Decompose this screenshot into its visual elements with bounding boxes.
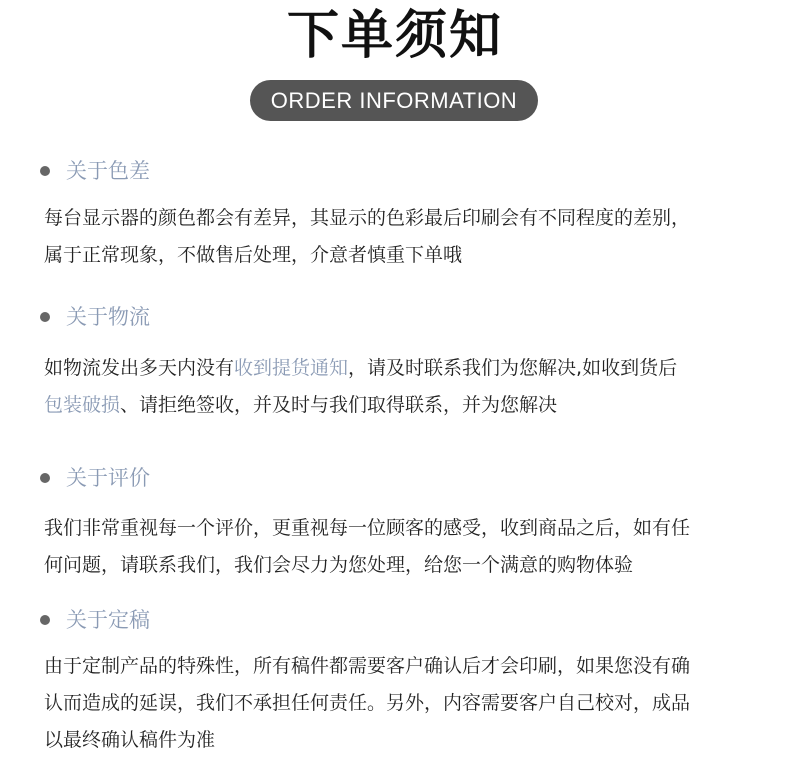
body-line [44, 350, 764, 387]
section-heading-text: 关于评价 [66, 466, 150, 490]
body-line: 由于定制产品的特殊性，所有稿件都需要客户确认后才会印刷，如果您没有确 [44, 655, 691, 677]
body-line: 属于正常现象，不做售后处理，介意者慎重下单哦 [44, 244, 463, 266]
bullet-icon [40, 473, 50, 483]
section-heading [0, 156, 400, 186]
subtitle-text: ORDER INFORMATION [270, 88, 518, 113]
page-title: 下单须知 [286, 6, 503, 66]
section-heading-text: 关于物流 [66, 305, 150, 329]
section-body [44, 648, 764, 759]
body-line: 我们非常重视每一个评价，更重视每一位顾客的感受，收到商品之后，如有任 [44, 517, 691, 539]
section-heading-text: 关于色差 [66, 159, 150, 183]
bullet-icon [40, 312, 50, 322]
body-text: 如物流发出多天内没有 [44, 357, 235, 379]
body-line: 何问题，请联系我们，我们会尽力为您处理，给您一个满意的购物体验 [44, 554, 634, 576]
body-line: 以最终确认稿件为准 [44, 729, 216, 751]
section-body [44, 200, 764, 274]
section-heading [0, 463, 400, 493]
bullet-icon [40, 166, 50, 176]
section-heading [0, 605, 400, 635]
section-heading-text: 关于定稿 [66, 608, 150, 632]
body-line [44, 387, 764, 424]
body-text: ，请及时联系我们为您解决,如收到货后 [348, 357, 678, 379]
section-body [44, 350, 764, 424]
body-line: 认而造成的延误，我们不承担任何责任。另外，内容需要客户自己校对，成品 [44, 692, 691, 714]
section-body [44, 510, 764, 584]
subtitle-badge [250, 80, 538, 121]
highlight-text: 收到提货通知 [234, 357, 349, 379]
body-line: 每台显示器的颜色都会有差异，其显示的色彩最后印刷会有不同程度的差别， [44, 207, 691, 229]
highlight-text: 包装破损 [44, 394, 121, 416]
body-text: 、请拒绝签收，并及时与我们取得联系，并为您解决 [120, 394, 558, 416]
bullet-icon [40, 615, 50, 625]
section-heading [0, 302, 400, 332]
